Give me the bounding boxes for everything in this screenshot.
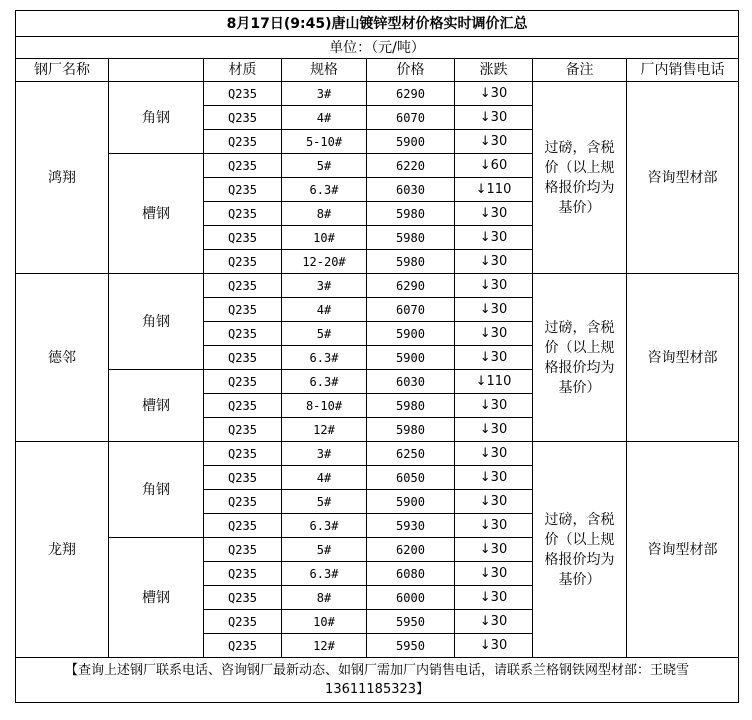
header-price: 价格 — [367, 59, 455, 82]
change-cell: ↓30 — [455, 298, 533, 322]
price-cell: 6290 — [367, 274, 455, 298]
change-cell: ↓30 — [455, 130, 533, 154]
category-name: 角钢 — [109, 82, 204, 154]
price-cell: 6250 — [367, 442, 455, 466]
footer-contact-note: 【查询上述钢厂联系电话、咨询钢厂最新动态、如钢厂需加厂内销售电话，请联系兰格钢铁网型材部：王晓雪13611185323】 — [16, 658, 739, 703]
material-cell: Q235 — [204, 514, 282, 538]
category-name: 槽钢 — [109, 154, 204, 274]
header-category — [109, 59, 204, 82]
spec-cell: 10# — [282, 610, 367, 634]
change-cell: ↓30 — [455, 106, 533, 130]
spec-cell: 5# — [282, 322, 367, 346]
spec-cell: 6.3# — [282, 370, 367, 394]
material-cell: Q235 — [204, 274, 282, 298]
material-cell: Q235 — [204, 82, 282, 106]
spec-cell: 3# — [282, 274, 367, 298]
header-change: 涨跌 — [455, 59, 533, 82]
change-cell: ↓110 — [455, 370, 533, 394]
price-cell: 6070 — [367, 106, 455, 130]
spec-cell: 8# — [282, 202, 367, 226]
material-cell: Q235 — [204, 250, 282, 274]
material-cell: Q235 — [204, 466, 282, 490]
change-cell: ↓30 — [455, 274, 533, 298]
factory-name: 德邻 — [16, 274, 109, 442]
header-spec: 规格 — [282, 59, 367, 82]
change-cell: ↓30 — [455, 394, 533, 418]
price-cell: 5980 — [367, 250, 455, 274]
category-name: 槽钢 — [109, 370, 204, 442]
price-cell: 6080 — [367, 562, 455, 586]
material-cell: Q235 — [204, 130, 282, 154]
change-cell: ↓30 — [455, 490, 533, 514]
spec-cell: 12-20# — [282, 250, 367, 274]
note-cell — [533, 82, 627, 274]
note-text: 过磅，含税价（以上规格报价均为基价） — [544, 319, 615, 396]
price-cell: 6000 — [367, 586, 455, 610]
material-cell: Q235 — [204, 586, 282, 610]
material-cell: Q235 — [204, 610, 282, 634]
category-name: 槽钢 — [109, 538, 204, 658]
material-cell: Q235 — [204, 538, 282, 562]
change-cell: ↓30 — [455, 538, 533, 562]
change-cell: ↓30 — [455, 226, 533, 250]
change-cell: ↓30 — [455, 250, 533, 274]
note-cell — [533, 442, 627, 658]
sales-phone-cell: 咨询型材部 — [627, 442, 739, 658]
material-cell: Q235 — [204, 394, 282, 418]
note-cell — [533, 274, 627, 442]
change-cell: ↓30 — [455, 418, 533, 442]
table-row — [16, 82, 739, 106]
price-cell: 6050 — [367, 466, 455, 490]
change-cell: ↓30 — [455, 562, 533, 586]
change-cell: ↓30 — [455, 202, 533, 226]
factory-name: 龙翔 — [16, 442, 109, 658]
table-row — [16, 274, 739, 298]
spec-cell: 5# — [282, 490, 367, 514]
material-cell: Q235 — [204, 490, 282, 514]
note-text: 过磅，含税价（以上规格报价均为基价） — [544, 511, 615, 588]
spec-cell: 6.3# — [282, 346, 367, 370]
change-cell: ↓30 — [455, 634, 533, 658]
spec-cell: 8# — [282, 586, 367, 610]
spec-cell: 6.3# — [282, 562, 367, 586]
change-cell: ↓30 — [455, 346, 533, 370]
price-cell: 5900 — [367, 346, 455, 370]
spec-cell: 12# — [282, 418, 367, 442]
spec-cell: 8-10# — [282, 394, 367, 418]
change-cell: ↓30 — [455, 466, 533, 490]
change-cell: ↓110 — [455, 178, 533, 202]
material-cell: Q235 — [204, 226, 282, 250]
table-title: 8月17日(9:45)唐山镀锌型材价格实时调价汇总 — [16, 11, 739, 37]
material-cell: Q235 — [204, 322, 282, 346]
note-text: 过磅，含税价（以上规格报价均为基价） — [544, 139, 615, 216]
change-cell: ↓30 — [455, 82, 533, 106]
header-note: 备注 — [533, 59, 627, 82]
spec-cell: 3# — [282, 442, 367, 466]
price-cell: 5950 — [367, 634, 455, 658]
price-cell: 5980 — [367, 202, 455, 226]
category-name: 角钢 — [109, 274, 204, 370]
sales-phone-cell: 咨询型材部 — [627, 82, 739, 274]
spec-cell: 4# — [282, 106, 367, 130]
sales-phone-cell: 咨询型材部 — [627, 274, 739, 442]
price-cell: 5980 — [367, 418, 455, 442]
material-cell: Q235 — [204, 442, 282, 466]
spec-cell: 4# — [282, 466, 367, 490]
material-cell: Q235 — [204, 370, 282, 394]
unit-label: 单位：（元/吨） — [16, 37, 739, 59]
spec-cell: 6.3# — [282, 514, 367, 538]
change-cell: ↓30 — [455, 322, 533, 346]
change-cell: ↓30 — [455, 586, 533, 610]
material-cell: Q235 — [204, 418, 282, 442]
spec-cell: 4# — [282, 298, 367, 322]
price-cell: 5930 — [367, 514, 455, 538]
spec-cell: 3# — [282, 82, 367, 106]
spec-cell: 5# — [282, 154, 367, 178]
spec-cell: 10# — [282, 226, 367, 250]
price-cell: 5950 — [367, 610, 455, 634]
price-cell: 5900 — [367, 490, 455, 514]
change-cell: ↓60 — [455, 154, 533, 178]
material-cell: Q235 — [204, 106, 282, 130]
price-cell: 5900 — [367, 322, 455, 346]
price-cell: 6220 — [367, 154, 455, 178]
price-cell: 5980 — [367, 226, 455, 250]
change-cell: ↓30 — [455, 514, 533, 538]
factory-name: 鸿翔 — [16, 82, 109, 274]
material-cell: Q235 — [204, 346, 282, 370]
spec-cell: 5-10# — [282, 130, 367, 154]
header-factory: 钢厂名称 — [16, 59, 109, 82]
price-cell: 6030 — [367, 178, 455, 202]
header-material: 材质 — [204, 59, 282, 82]
material-cell: Q235 — [204, 178, 282, 202]
price-cell: 6030 — [367, 370, 455, 394]
price-cell: 6290 — [367, 82, 455, 106]
price-cell: 5900 — [367, 130, 455, 154]
spec-cell: 6.3# — [282, 178, 367, 202]
spec-cell: 12# — [282, 634, 367, 658]
material-cell: Q235 — [204, 298, 282, 322]
price-table — [15, 10, 739, 703]
material-cell: Q235 — [204, 202, 282, 226]
spec-cell: 5# — [282, 538, 367, 562]
price-cell: 5980 — [367, 394, 455, 418]
header-phone: 厂内销售电话 — [627, 59, 739, 82]
change-cell: ↓30 — [455, 610, 533, 634]
category-name: 角钢 — [109, 442, 204, 538]
material-cell: Q235 — [204, 634, 282, 658]
change-cell: ↓30 — [455, 442, 533, 466]
material-cell: Q235 — [204, 562, 282, 586]
price-cell: 6200 — [367, 538, 455, 562]
table-row — [16, 442, 739, 466]
material-cell: Q235 — [204, 154, 282, 178]
price-cell: 6070 — [367, 298, 455, 322]
